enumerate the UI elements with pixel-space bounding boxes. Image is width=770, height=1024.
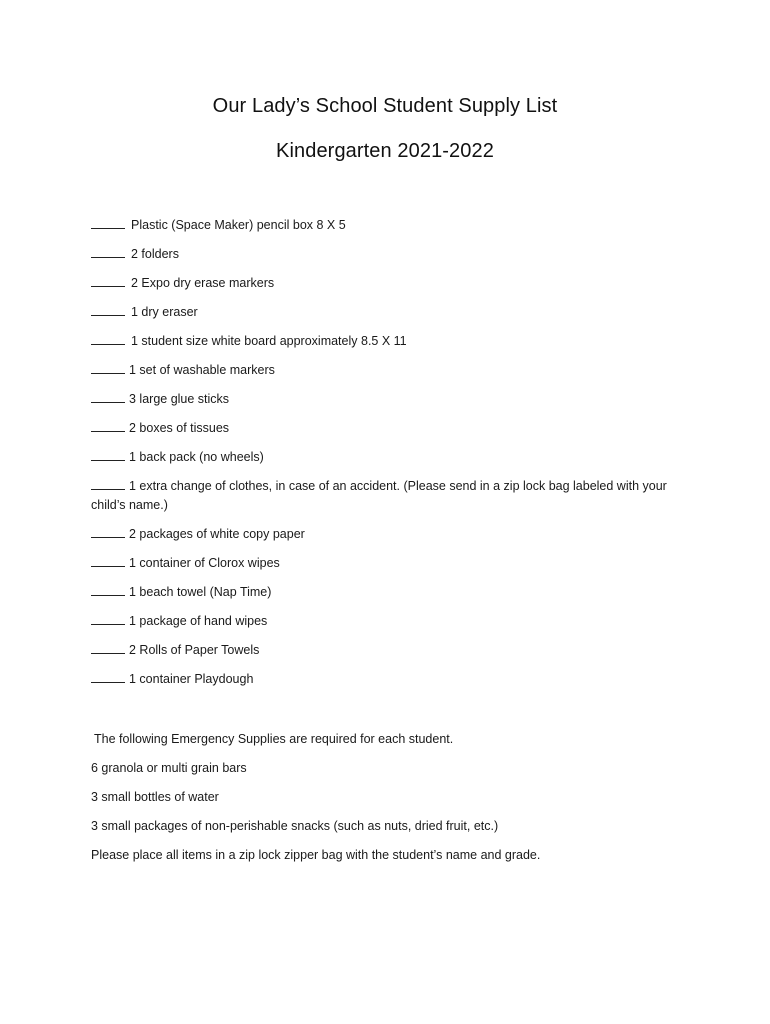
supply-item bbox=[91, 612, 691, 631]
checkbox-blank-line bbox=[91, 641, 125, 654]
supply-item-text: 3 large glue sticks bbox=[129, 392, 230, 406]
checkbox-blank-line bbox=[91, 419, 125, 432]
checkbox-blank-line bbox=[91, 554, 125, 567]
emergency-section bbox=[91, 730, 711, 875]
document-title: Our Lady’s School Student Supply List bbox=[212, 95, 558, 117]
supply-item-text: 2 boxes of tissues bbox=[129, 421, 230, 435]
checkbox-blank-line bbox=[91, 332, 125, 345]
checkbox-blank-line bbox=[91, 612, 125, 625]
emergency-note: Please place all items in a zip lock zipper bag with the student’s name and grade. bbox=[91, 848, 541, 862]
supply-item bbox=[91, 332, 691, 351]
document-subtitle: Kindergarten 2021-2022 bbox=[276, 140, 494, 162]
checkbox-blank-line bbox=[91, 477, 125, 490]
checkbox-blank-line bbox=[91, 216, 125, 229]
supply-item bbox=[91, 361, 691, 380]
supply-item-text: 1 back pack (no wheels) bbox=[129, 450, 264, 464]
supply-item bbox=[91, 670, 691, 689]
supply-item-text: 2 Rolls of Paper Towels bbox=[129, 643, 260, 657]
supply-item bbox=[91, 477, 691, 515]
supply-item-text: 1 container of Clorox wipes bbox=[129, 556, 280, 570]
supply-list bbox=[91, 216, 691, 699]
supply-item-text: 1 extra change of clothes, in case of an accident. (Please send in a zip lock bag labeled with your child’s name.) bbox=[91, 479, 667, 512]
checkbox-blank-line bbox=[91, 390, 125, 403]
supply-item bbox=[91, 274, 691, 293]
supply-item-text: 1 student size white board approximately 8.5 X 11 bbox=[131, 334, 407, 348]
supply-item-text: 2 Expo dry erase markers bbox=[131, 276, 275, 290]
supply-item bbox=[91, 554, 691, 573]
emergency-item: 3 small packages of non-perishable snacks (such as nuts, dried fruit, etc.) bbox=[91, 819, 499, 833]
supply-item bbox=[91, 448, 691, 467]
supply-item bbox=[91, 525, 691, 544]
supply-item bbox=[91, 419, 691, 438]
checkbox-blank-line bbox=[91, 361, 125, 374]
supply-item-text: 1 container Playdough bbox=[129, 672, 254, 686]
emergency-intro: The following Emergency Supplies are required for each student. bbox=[94, 732, 454, 746]
checkbox-blank-line bbox=[91, 303, 125, 316]
checkbox-blank-line bbox=[91, 583, 125, 596]
supply-item bbox=[91, 216, 691, 235]
supply-item bbox=[91, 641, 691, 660]
supply-item-text: 1 set of washable markers bbox=[129, 363, 275, 377]
checkbox-blank-line bbox=[91, 245, 125, 258]
supply-item-text: 2 folders bbox=[131, 247, 179, 261]
checkbox-blank-line bbox=[91, 670, 125, 683]
supply-item-text: 1 package of hand wipes bbox=[129, 614, 268, 628]
supply-item-text: 1 dry eraser bbox=[131, 305, 198, 319]
supply-item-text: 2 packages of white copy paper bbox=[129, 527, 305, 541]
checkbox-blank-line bbox=[91, 274, 125, 287]
checkbox-blank-line bbox=[91, 448, 125, 461]
emergency-item: 6 granola or multi grain bars bbox=[91, 761, 247, 775]
emergency-item: 3 small bottles of water bbox=[91, 790, 219, 804]
supply-item bbox=[91, 245, 691, 264]
supply-item-text: Plastic (Space Maker) pencil box 8 X 5 bbox=[131, 218, 346, 232]
supply-item bbox=[91, 390, 691, 409]
checkbox-blank-line bbox=[91, 525, 125, 538]
supply-item bbox=[91, 583, 691, 602]
supply-item-text: 1 beach towel (Nap Time) bbox=[129, 585, 272, 599]
supply-item bbox=[91, 303, 691, 322]
